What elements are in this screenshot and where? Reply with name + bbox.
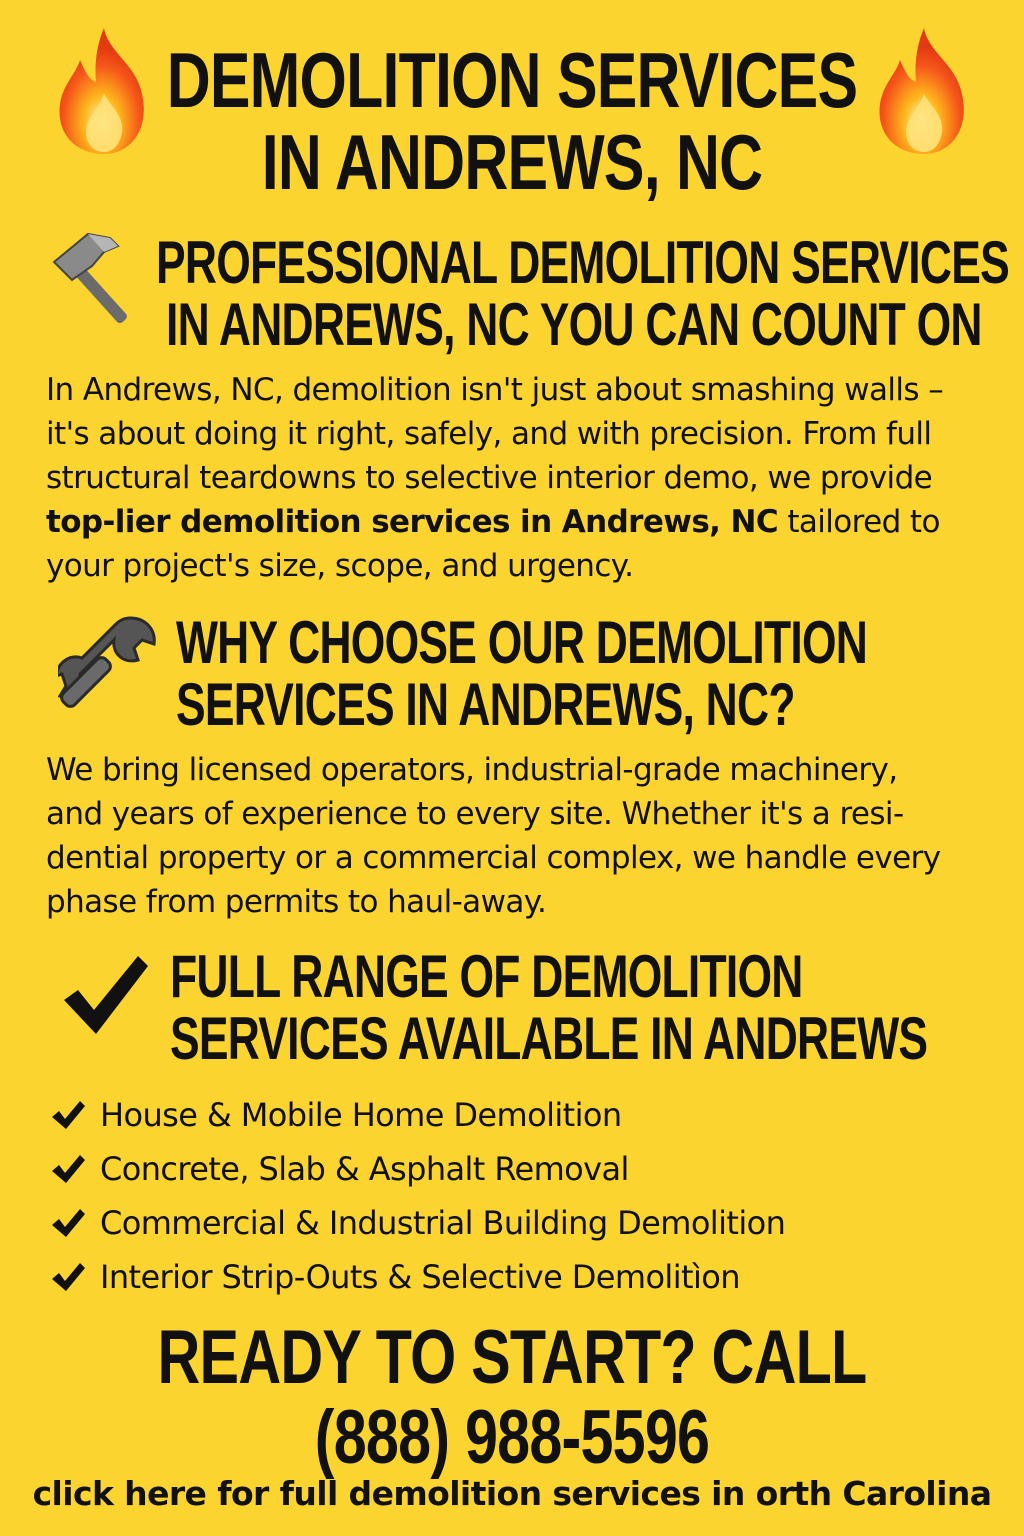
- page-title-line1: DEMOLITION SERVICES: [166, 36, 858, 124]
- section2-heading-line2: SERVICES IN ANDREWS, NC?: [176, 671, 795, 738]
- section2-para-line: dential property or a commercial complex, we handle every: [46, 840, 941, 876]
- section1-para-line: [46, 500, 986, 544]
- section2-heading-line1: WHY CHOOSE OUR DEMOLITION: [176, 609, 868, 676]
- checkmark-icon: [58, 950, 150, 1042]
- list-item-label: House & Mobile Home Demolition: [100, 1096, 622, 1134]
- section3-heading-line2: SERVICES AVAILABLE IN ANDREWS: [170, 1005, 928, 1072]
- section1-heading-line1: PROFESSIONAL DEMOLITION SERVICES: [156, 229, 1009, 296]
- list-item-label: Interior Strip-Outs & Selective Demolitìon: [100, 1258, 740, 1296]
- cta-phone[interactable]: (888) 988-5596: [314, 1395, 710, 1480]
- check-icon: [50, 1261, 100, 1293]
- list-item: [50, 1250, 785, 1304]
- check-icon: [50, 1153, 100, 1185]
- list-item: [50, 1088, 785, 1142]
- section3-heading-line1: FULL RANGE OF DEMOLITION: [170, 943, 803, 1010]
- section1-para-line: structural teardowns to selective interior demo, we provide: [46, 460, 933, 496]
- list-item: [50, 1142, 785, 1196]
- section2-paragraph: [46, 748, 986, 924]
- check-icon: [50, 1207, 100, 1239]
- section1-para-line: In Andrews, NC, demolition isn't just about smashing walls –: [46, 372, 944, 408]
- check-icon: [50, 1099, 100, 1131]
- section1-heading-line2: IN ANDREWS, NC YOU CAN COUNT ON: [166, 291, 982, 358]
- list-item: [50, 1196, 785, 1250]
- section1-paragraph: [46, 368, 986, 588]
- section1-para-bold: top-lier demolition services in Andrews, NC: [46, 504, 779, 540]
- list-item-label: Concrete, Slab & Asphalt Removal: [100, 1150, 629, 1188]
- footer-text: [0, 1474, 1024, 1513]
- list-item-label: Commercial & Industrial Building Demolition: [100, 1204, 786, 1242]
- section2-para-line: phase from permits to haul-away.: [46, 884, 547, 920]
- services-list: [50, 1088, 785, 1304]
- page-title-line2: IN ANDREWS, NC: [261, 118, 763, 206]
- footer-link[interactable]: click here: [32, 1474, 207, 1513]
- section1-para-rest: tailored to: [778, 504, 940, 540]
- hammer-icon: [48, 228, 150, 328]
- footer-rest: for full demolition services in orth Carolina: [206, 1474, 992, 1513]
- cta-line1: READY TO START? CALL: [157, 1315, 867, 1400]
- section2-para-line: We bring licensed operators, industrial-grade machinery,: [46, 752, 898, 788]
- section1-para-line: it's about doing it right, safely, and with precision. From full: [46, 416, 932, 452]
- section1-para-line: your project's size, scope, and urgency.: [46, 548, 634, 584]
- wrench-icon: [58, 612, 160, 718]
- section2-para-line: and years of experience to every site. Whether it's a resi-: [46, 796, 904, 832]
